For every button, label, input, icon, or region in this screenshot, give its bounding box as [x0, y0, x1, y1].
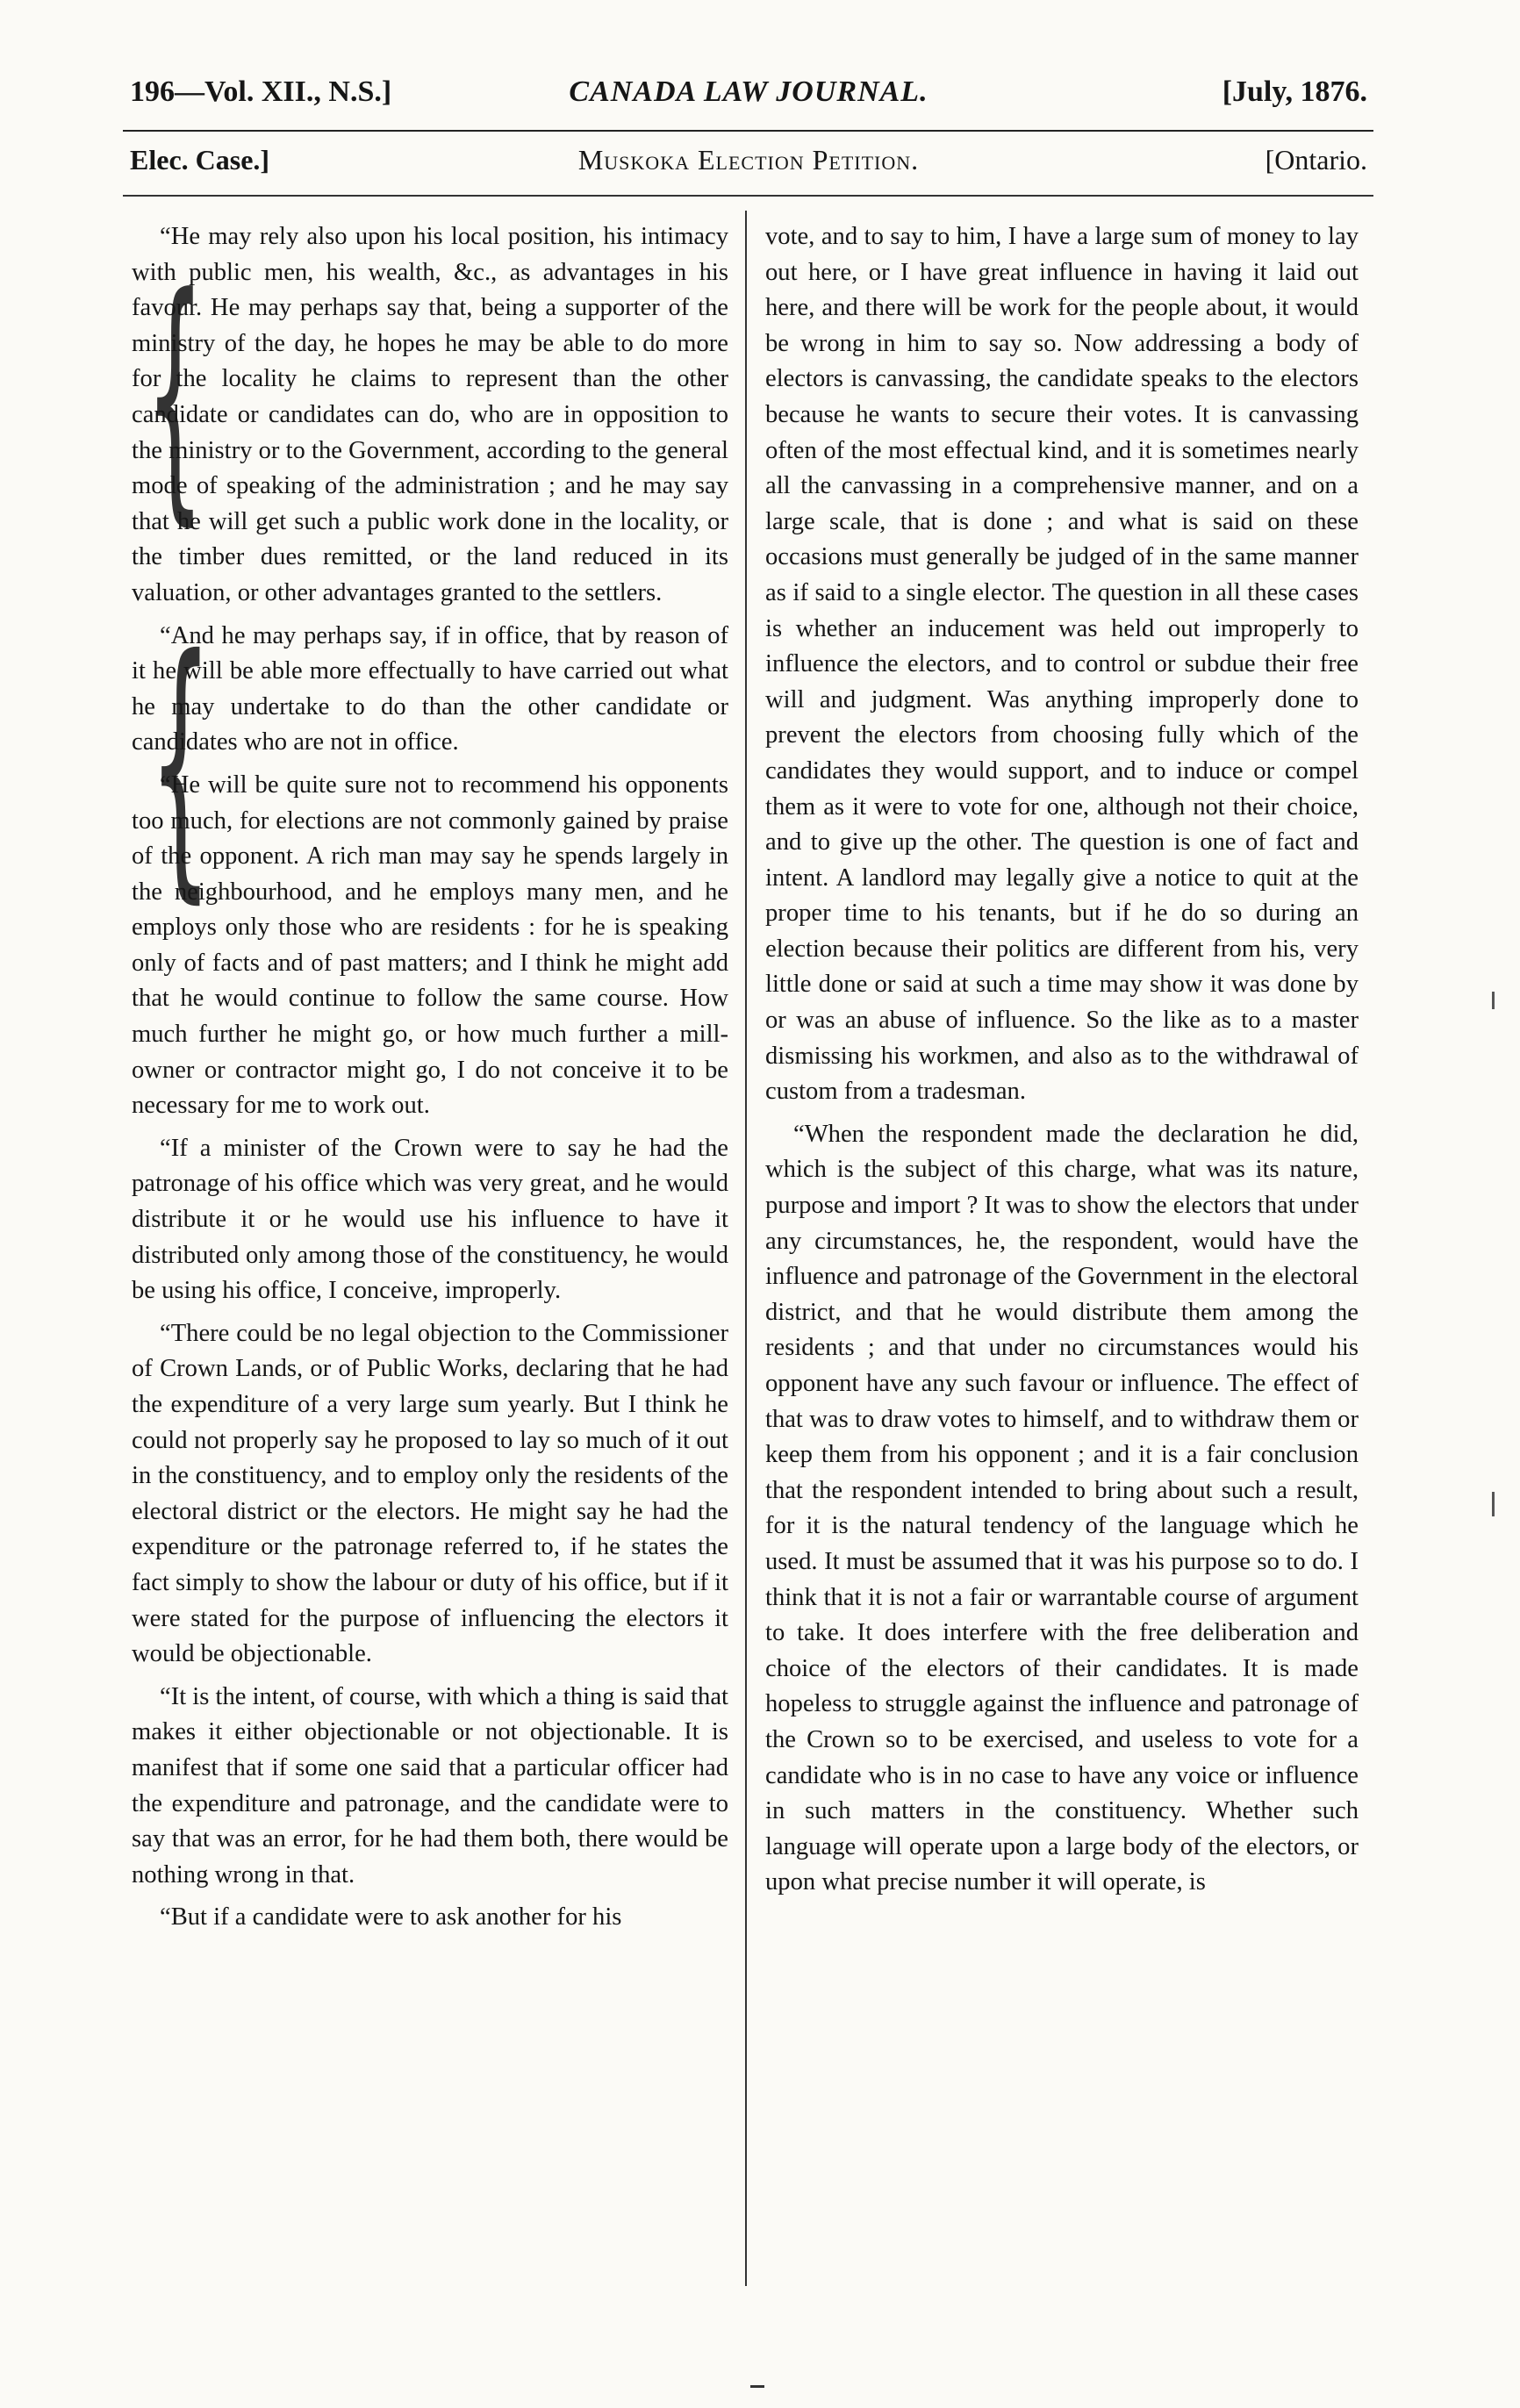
column-divider — [745, 211, 747, 2286]
subheader-rule — [123, 195, 1373, 197]
margin-brace-lower: { — [149, 600, 212, 927]
page-volume: 196—Vol. XII., N.S.] — [130, 75, 392, 108]
paragraph: “When the respondent made the declaration he did, which is the subject of this charge, what was its nature, purpose and import ? It was to show the electors that under any circumstances, he, the respondent, would have the influence and patronage of the Government in the electoral district, and that he would distribute them among the residents ; and that under no circumstances would his opponent have any such favour or influence. The effect of that was to draw votes to himself, and to withdraw them or keep them from his opponent ; and it is a fair conclusion that the respondent intended to bring about such a result, for it is the natural tendency of the language which he used. It must be assumed that it was his purpose so to do. I think that it is not a fair or warrantable course of argument to take. It does interfere with the free deliberation and choice of the electors of their candidates. It is made hopeless to struggle against the influence and patronage of the Crown so to be exercised, and useless to vote for a candidate who is in no case to have any voice or influence in such matters in the constituency. Whether such language will operate upon a large body of the electors, or upon what precise number it will operate, is — [765, 1120, 1359, 1896]
paragraph: vote, and to say to him, I have a large sum of money to lay out here, or I have great influence in having it laid out here, and there will be work for the people about, it would be wrong in him to say so. Now addressing a body of electors is canvassing, the candidate speaks to the electors because he wants to secure their votes. It is canvassing often of the most effectual kind, and it is sometimes nearly all the canvassing in a comprehensive manner, and on a large scale, that is done ; and what is said on these occasions must generally be judged of in the same manner as if said to a single elector. The question in all these cases is whether an inducement was held out improperly to influence the electors, and to control or subdue their free will and judgment. Was anything improperly done to prevent the electors from choosing fully which of the candidates they would support, and to induce or compel them as it were to vote for one, although not their choice, and to give up the other. The question is one of fact and intent. A landlord may legally give a notice to quit at the proper time to his tenants, but if he do so during an election because their politics are different from his, very little done or said at such a time may show it was done by or was an abuse of influence. So the like as to a master dismissing his workmen, and also as to the withdrawal of custom from a tradesman. — [765, 223, 1359, 1106]
issue-date: [July, 1876. — [1222, 75, 1367, 108]
paragraph: “It is the intent, of course, with which a thing is said that makes it either objectionable or not objectionable. It is manifest that if some one said that a particular officer had the expenditure and patronage, and the candidate were to say that was an error, for he had them both, there would be nothing wrong in that. — [132, 1682, 728, 1888]
paragraph: “There could be no legal objection to the Commissioner of Crown Lands, or of Public Works, declaring that he had the expenditure of a very large sum yearly. But I think he could not properly say he proposed to lay so much of it out in the constituency, and to employ only the residents of the electoral district or the electors. He might say he had the expenditure or the patronage referred to, if he states the fact simply to show the labour or duty of his office, but if it were stated for the purpose of influencing the electors it would be objectionable. — [132, 1319, 728, 1668]
header-rule — [123, 130, 1373, 132]
paragraph: “He will be quite sure not to recommend his opponents too much, for elections are not commonly gained by praise of the opponent. A rich man may say he spends largely in the neighbourhood, and he employs many men, and he employs only those who are residents : for he is speaking only of facts and of past matters; and I think he might add that he would continue to follow the same course. How much further he might go, or how much further a mill-owner or contractor might go, I do not conceive it to be necessary for me to work out. — [132, 770, 728, 1120]
left-column — [132, 219, 728, 1943]
journal-title: CANADA LAW JOURNAL. — [569, 75, 928, 108]
scan-edge-mark — [1492, 992, 1495, 1009]
scan-edge-mark — [1492, 1492, 1495, 1516]
paragraph: “If a minister of the Crown were to say he had the patronage of his office which was very great, and he would distribute it or he would use his influence to have it distributed only among those of the constituency, he would be using his office, I conceive, improperly. — [132, 1134, 728, 1305]
case-title: Muskoka Election Petition. — [577, 144, 920, 176]
paragraph: “He may rely also upon his local position, his intimacy with public men, his wealth, &c., as advantages in his favour. He may perhaps say that, being a supporter of the ministry of the day, he hopes he may be able to do more for the locality he claims to represent than the other candidate or candidates can do, who are in opposition to the ministry or to the Government, according to the general mode of speaking of the administration ; and he may say that he will get such a public work done in the locality, or the timber dues remitted, or the land reduced in its valuation, or other advantages granted to the settlers. — [132, 223, 728, 606]
case-subheader — [130, 144, 1367, 188]
paragraph: “And he may perhaps say, if in office, that by reason of it he will be able more effectually to have carried out what he may undertake to do than the other candidate or candidates who are not in office. — [132, 621, 728, 756]
case-type: Elec. Case.] — [130, 144, 270, 176]
margin-brace-upper: { — [146, 241, 204, 548]
running-header — [130, 75, 1367, 125]
footer-mark — [750, 2385, 764, 2388]
right-column — [765, 219, 1359, 1908]
paragraph: “But if a candidate were to ask another for his — [160, 1903, 622, 1931]
jurisdiction: [Ontario. — [1265, 144, 1367, 176]
